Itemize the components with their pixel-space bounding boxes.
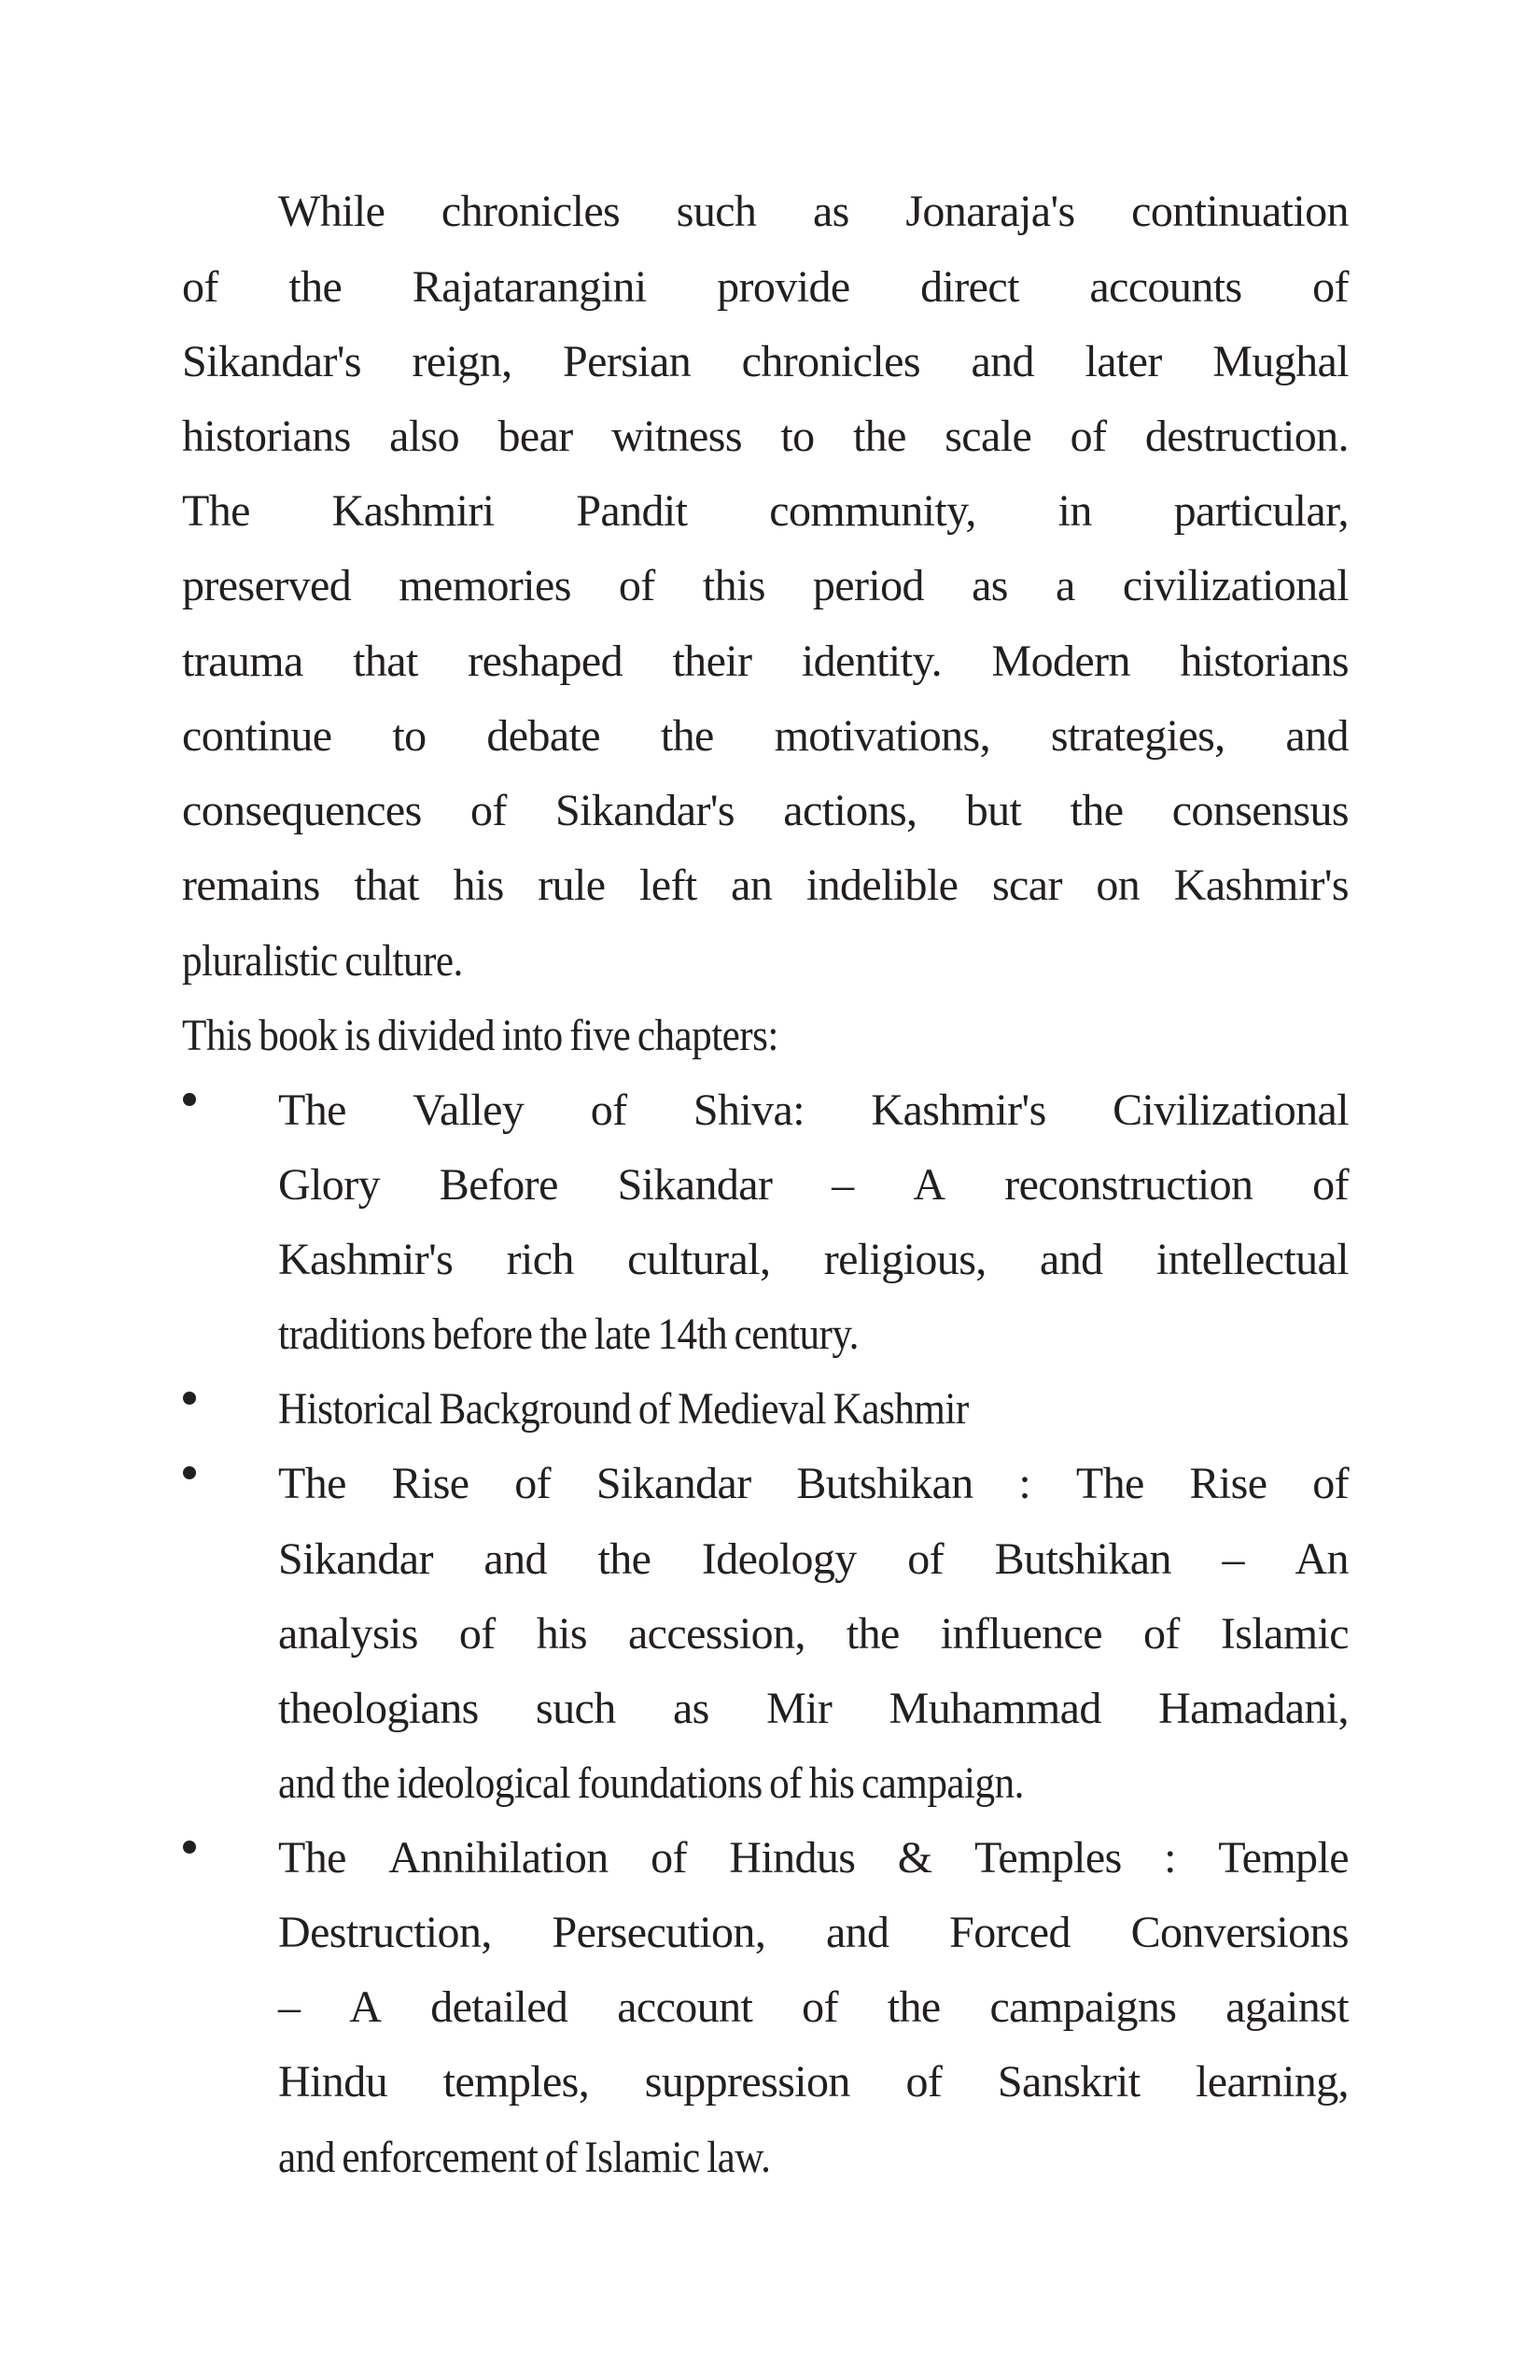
word: Mir: [766, 1684, 833, 1733]
bullet-icon: [183, 1841, 196, 1854]
word: but: [965, 786, 1022, 835]
word: Jonaraja's: [905, 187, 1075, 236]
word: Sikandar: [617, 1160, 773, 1210]
word: Muhammad: [889, 1684, 1101, 1733]
word: of: [182, 262, 218, 312]
chapter-line: [278, 1532, 1349, 1588]
word: Sikandar's: [182, 337, 361, 386]
word: in: [1057, 486, 1092, 536]
word: influence: [940, 1609, 1102, 1659]
word: destruction.: [1144, 412, 1349, 461]
word: &: [897, 1833, 932, 1883]
word: of: [1312, 1160, 1349, 1210]
word: reconstruction: [1004, 1160, 1253, 1210]
word: identity.: [801, 637, 943, 686]
word: the: [846, 1609, 900, 1659]
word: Pandit: [576, 486, 688, 536]
chapter-line: [278, 1232, 1349, 1288]
word: and: [971, 337, 1034, 386]
word: his: [536, 1609, 587, 1659]
chapter-line: [278, 1830, 1349, 1886]
word: their: [672, 637, 752, 686]
bullet-icon: [183, 1466, 196, 1479]
word: left: [639, 861, 697, 910]
word: to: [780, 412, 815, 461]
word: strategies,: [1050, 711, 1225, 761]
word: of: [1312, 1459, 1349, 1508]
word: Shiva:: [693, 1085, 805, 1135]
word: scar: [991, 861, 1062, 910]
word: the: [288, 262, 343, 312]
word: civilizational: [1122, 561, 1349, 610]
word: Kashmiri: [331, 486, 495, 536]
word: Hamadani,: [1158, 1684, 1349, 1733]
word: A: [913, 1160, 945, 1210]
word: The: [1075, 1459, 1144, 1508]
word: preserved: [182, 561, 352, 610]
word: this: [702, 561, 765, 610]
word: of: [1070, 412, 1107, 461]
word: of: [514, 1459, 552, 1508]
word: particular,: [1173, 486, 1349, 536]
word: on: [1096, 861, 1141, 910]
word: rule: [538, 861, 606, 910]
word: rich: [506, 1235, 574, 1284]
word: The: [278, 1833, 346, 1883]
word: Rise: [1189, 1459, 1267, 1508]
word: Temple: [1218, 1833, 1349, 1883]
chapter-line: [278, 1980, 1349, 2036]
paragraph-line: pluralistic culture.: [182, 936, 463, 986]
word: of: [905, 2057, 943, 2107]
word: a: [1055, 561, 1075, 610]
word: :: [1164, 1833, 1176, 1883]
word: period: [812, 561, 924, 610]
paragraph-line: [182, 783, 1349, 839]
word: continue: [182, 711, 332, 761]
word: of: [590, 1085, 627, 1135]
paragraph-line: [182, 558, 1349, 614]
word: Temples: [973, 1833, 1122, 1883]
word: of: [458, 1609, 496, 1659]
word: of: [618, 561, 655, 610]
word: chronicles: [441, 187, 621, 236]
word: memories: [399, 561, 571, 610]
word: such: [676, 187, 757, 236]
chapter-line: [278, 1083, 1349, 1139]
word: Annihilation: [388, 1833, 609, 1883]
word: and: [483, 1534, 547, 1584]
word: witness: [611, 412, 742, 461]
paragraph-line: [182, 634, 1349, 690]
word: the: [887, 1982, 941, 2032]
word: Valley: [413, 1085, 525, 1135]
chapter-line: and enforcement of Islamic law.: [278, 2133, 771, 2182]
word: as: [972, 561, 1008, 610]
word: an: [731, 861, 773, 910]
word: and: [1040, 1235, 1103, 1284]
word: Mughal: [1212, 337, 1349, 386]
word: consequences: [182, 786, 422, 835]
word: Kashmir's: [1173, 861, 1349, 910]
word: Before: [439, 1160, 558, 1210]
word: that: [354, 861, 419, 910]
word: detailed: [430, 1982, 568, 2032]
word: also: [389, 412, 460, 461]
word: bear: [497, 412, 573, 461]
word: historians: [182, 412, 351, 461]
word: Persecution,: [552, 1908, 766, 1957]
word: of: [907, 1534, 945, 1584]
word: learning,: [1196, 2057, 1349, 2107]
word: The: [278, 1459, 346, 1508]
word: Kashmir's: [871, 1085, 1046, 1135]
word: Conversions: [1130, 1908, 1349, 1957]
word: An: [1295, 1534, 1349, 1584]
word: religious,: [823, 1235, 987, 1284]
word: of: [802, 1982, 838, 2032]
word: Rise: [391, 1459, 469, 1508]
word: community,: [769, 486, 976, 536]
word: that: [353, 637, 418, 686]
word: Hindu: [278, 2057, 388, 2107]
chapter-line: [278, 1681, 1349, 1737]
paragraph-line: [182, 708, 1349, 764]
word: the: [1070, 786, 1124, 835]
chapter-line: [278, 1905, 1349, 1961]
word: and: [825, 1908, 889, 1957]
word: as: [812, 187, 849, 236]
word: reshaped: [468, 637, 623, 686]
paragraph-line: [182, 259, 1349, 315]
word: Forced: [949, 1908, 1071, 1957]
word: Persian: [563, 337, 692, 386]
word: Hindus: [729, 1833, 856, 1883]
chapter-line: and the ideological foundations of his campaign.: [278, 1758, 1024, 1808]
word: suppression: [644, 2057, 850, 2107]
word: against: [1225, 1982, 1349, 2032]
word: trauma: [182, 637, 303, 686]
word: Sikandar: [278, 1534, 433, 1584]
paragraph-line: [278, 184, 1349, 240]
word: the: [597, 1534, 651, 1584]
word: chronicles: [741, 337, 920, 386]
word: and: [1285, 711, 1349, 761]
word: accounts: [1089, 262, 1242, 312]
chapter-line: Historical Background of Medieval Kashmir: [278, 1384, 969, 1434]
word: Butshikan: [994, 1534, 1171, 1584]
bullet-icon: [183, 1093, 196, 1106]
chapter-line: [278, 1456, 1349, 1512]
word: Sanskrit: [997, 2057, 1141, 2107]
word: continuation: [1131, 187, 1349, 236]
word: Sikandar's: [555, 786, 735, 835]
word: While: [278, 187, 385, 236]
word: A: [349, 1982, 382, 2032]
word: Kashmir's: [278, 1235, 454, 1284]
word: campaigns: [989, 1982, 1177, 2032]
word: intellectual: [1155, 1235, 1349, 1284]
word: accession,: [627, 1609, 805, 1659]
word: provide: [717, 262, 850, 312]
word: of: [651, 1833, 687, 1883]
word: motivations,: [774, 711, 991, 761]
word: –: [1222, 1534, 1244, 1584]
word: historians: [1180, 637, 1349, 686]
word: Modern: [991, 637, 1130, 686]
word: consensus: [1171, 786, 1349, 835]
word: Sikandar: [595, 1459, 751, 1508]
word: theologians: [278, 1684, 479, 1733]
word: temples,: [442, 2057, 590, 2107]
word: Ideology: [701, 1534, 857, 1584]
word: remains: [182, 861, 320, 910]
chapter-line: [278, 2054, 1349, 2110]
word: later: [1085, 337, 1162, 386]
word: as: [672, 1684, 709, 1733]
bullet-icon: [183, 1392, 196, 1405]
word: Rajatarangini: [412, 262, 647, 312]
word: The: [278, 1085, 346, 1135]
word: Butshikan: [796, 1459, 973, 1508]
chapter-line: traditions before the late 14th century.: [278, 1309, 859, 1359]
word: Destruction,: [278, 1908, 492, 1957]
word: analysis: [278, 1609, 418, 1659]
chapter-line: [278, 1157, 1349, 1213]
paragraph-line: [182, 858, 1349, 914]
word: of: [469, 786, 507, 835]
word: account: [617, 1982, 753, 2032]
paragraph-line: [182, 409, 1349, 465]
word: debate: [486, 711, 600, 761]
word: –: [278, 1982, 301, 2032]
word: direct: [920, 262, 1019, 312]
word: his: [453, 861, 504, 910]
word: indelible: [805, 861, 959, 910]
word: The: [182, 486, 250, 536]
paragraph-line: [182, 334, 1349, 390]
word: to: [392, 711, 427, 761]
word: such: [536, 1684, 616, 1733]
word: Glory: [278, 1160, 380, 1210]
word: the: [852, 412, 906, 461]
word: Civilizational: [1113, 1085, 1349, 1135]
word: of: [1312, 262, 1349, 312]
word: cultural,: [627, 1235, 771, 1284]
word: of: [1142, 1609, 1180, 1659]
paragraph-line: [182, 483, 1349, 539]
word: Islamic: [1220, 1609, 1349, 1659]
word: :: [1018, 1459, 1031, 1508]
chapters-intro: This book is divided into five chapters:: [182, 1011, 778, 1060]
word: the: [660, 711, 714, 761]
chapter-line: [278, 1606, 1349, 1662]
word: scale: [945, 412, 1032, 461]
word: reign,: [412, 337, 512, 386]
word: actions,: [783, 786, 917, 835]
word: –: [832, 1160, 854, 1210]
